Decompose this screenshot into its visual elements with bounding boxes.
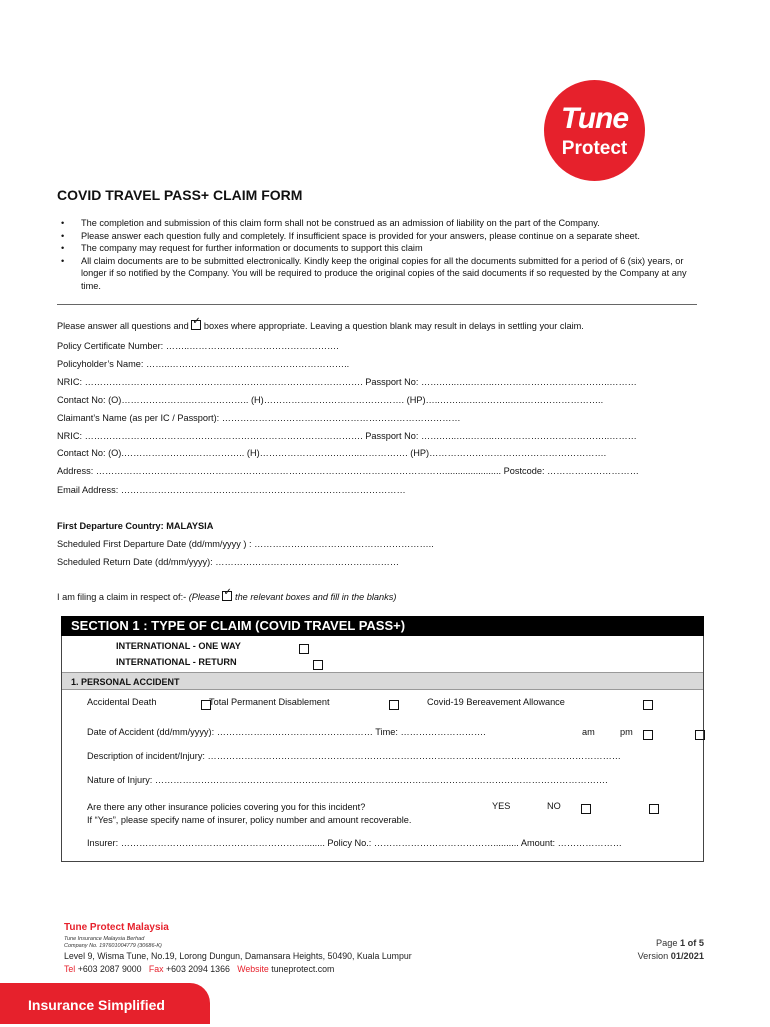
- no-checkbox[interactable]: [649, 804, 659, 814]
- footer-company: Tune Protect Malaysia: [64, 922, 169, 933]
- website-label: Website: [237, 964, 269, 974]
- if-yes-instruction: If “Yes”, please specify name of insurer, policy number and amount recoverable.: [87, 815, 412, 825]
- claimant-contact-field[interactable]: Contact No: (O).…………………..…………….. (H)…………………….……..……………. (HP)………………………………………………….: [57, 448, 607, 458]
- yes-label: YES: [492, 801, 511, 811]
- contact-field[interactable]: Contact No: (O)………………….……………….. (H)………………………………………. (HP)…..……..…..………..…..……………………..: [57, 395, 604, 405]
- page-info: [638, 937, 704, 963]
- website-link[interactable]: tuneprotect.com: [271, 964, 335, 974]
- one-way-label: INTERNATIONAL - ONE WAY: [116, 641, 241, 651]
- page-label: Page: [655, 938, 678, 948]
- section1-box: [61, 636, 704, 862]
- date-of-accident-field[interactable]: Date of Accident (dd/mm/yyyy): …………………………………………… Time: ……………………….: [87, 727, 486, 737]
- instruction-item: • The completion and submission of this claim form shall not be construed as an admission of liability on the part of the Company.: [57, 217, 707, 230]
- instruction-item: • All claim documents are to be submitted electronically. Kindly keep the original copies for all the documents submitted for a period of 6 (six) years, or longer if so notified by the Company. You will be required to produce the original copies of the said documents if so requested by the Company at any time.: [57, 255, 707, 293]
- instruction-item: • The company may request for further information or documents to support this claim: [57, 242, 707, 255]
- tel-label: Tel: [64, 964, 76, 974]
- tagline-banner: Insurance Simplified: [0, 983, 210, 1024]
- checkbox-example-icon: [191, 320, 201, 330]
- nature-of-injury-field[interactable]: Nature of Injury: ………………………………………………………………………………………………………………………………….: [87, 775, 608, 785]
- footer-address: Level 9, Wisma Tune, No.19, Lorong Dungun, Damansara Heights, 50490, Kuala Lumpur: [64, 951, 412, 961]
- footer-legal-name: Tune Insurance Malaysia Berhad: [64, 936, 145, 942]
- filing-note: [57, 591, 396, 602]
- pm-checkbox[interactable]: [695, 730, 705, 740]
- personal-accident-header: 1. PERSONAL ACCIDENT: [62, 672, 703, 690]
- departure-date-field[interactable]: Scheduled First Departure Date (dd/mm/yyyy ) : …………………………………………………..: [57, 539, 434, 549]
- fax-value: +603 2094 1366: [166, 964, 230, 974]
- filing-note-italic-before: (Please: [188, 592, 220, 602]
- tpd-checkbox[interactable]: [389, 700, 399, 710]
- address-field[interactable]: Address: ……………………………………………………………………………………………………...................... Postcode: …………………………: [57, 466, 639, 476]
- form-title: COVID TRAVEL PASS+ CLAIM FORM: [57, 187, 303, 203]
- bereavement-label: Covid-19 Bereavement Allowance: [427, 697, 565, 707]
- policy-certificate-field[interactable]: Policy Certificate Number: ……..………………………………………….: [57, 341, 339, 351]
- version-label: Version: [637, 951, 669, 961]
- bereavement-checkbox[interactable]: [643, 700, 653, 710]
- description-field[interactable]: Description of incident/Injury: ………………………………………………………………………………………………………………………: [87, 751, 621, 761]
- answer-note: [57, 320, 584, 331]
- accidental-death-label: Accidental Death: [87, 697, 157, 707]
- answer-note-after: boxes where appropriate. Leaving a question blank may result in delays in settling your claim.: [203, 321, 584, 331]
- pm-label: pm: [620, 727, 633, 737]
- policyholder-name-field[interactable]: Policyholder’s Name: ……..…………………………………………………..: [57, 359, 350, 369]
- version-value: 01/2021: [670, 951, 704, 961]
- filing-note-italic-after: the relevant boxes and fill in the blanks): [235, 592, 397, 602]
- insurer-field[interactable]: Insurer: ……………………………………………………........ Policy No.: ………………………………….......... Amount: …………………: [87, 838, 622, 848]
- footer-company-no: Company No. 197601004779 (30686-K): [64, 943, 162, 949]
- tel-value: +603 2087 9000: [77, 964, 142, 974]
- claimant-nric-passport-field[interactable]: NRIC: ………………………………………………………………………………. Passport No: …….…..…..……..………………………………..………: [57, 431, 637, 441]
- divider: [57, 304, 697, 305]
- tune-protect-logo: [544, 80, 645, 181]
- instructions-list: [57, 217, 707, 293]
- return-checkbox[interactable]: [313, 660, 323, 670]
- other-policies-question: Are there any other insurance policies covering you for this incident?: [87, 802, 366, 812]
- tpd-label: Total Permanent Disablement: [209, 697, 330, 707]
- claimant-name-field[interactable]: Claimant’s Name (as per IC / Passport): ……………………………………………………………………: [57, 413, 461, 423]
- filing-note-before: I am filing a claim in respect of:-: [57, 592, 189, 602]
- version-number: [638, 950, 704, 963]
- logo-line2: Protect: [561, 138, 628, 159]
- nric-passport-field[interactable]: NRIC: ………………………………………………………………………………. Passport No: …….…..…..……..………………………………..………: [57, 377, 637, 387]
- one-way-checkbox[interactable]: [299, 644, 309, 654]
- am-checkbox[interactable]: [643, 730, 653, 740]
- page-value: 1 of 5: [680, 938, 704, 948]
- logo-line1: Tune: [560, 102, 629, 135]
- return-date-field[interactable]: Scheduled Return Date (dd/mm/yyyy): ……………………………………………………: [57, 557, 400, 567]
- departure-country: First Departure Country: MALAYSIA: [57, 521, 214, 531]
- no-label: NO: [547, 801, 561, 811]
- checkbox-example-icon: [222, 591, 232, 601]
- yes-checkbox[interactable]: [581, 804, 591, 814]
- page-number: [638, 937, 704, 950]
- instruction-item: • Please answer each question fully and completely. If insufficient space is provided for your answers, please continue on a separate sheet.: [57, 230, 707, 243]
- fax-label: Fax: [148, 964, 164, 974]
- answer-note-before: Please answer all questions and: [57, 321, 189, 331]
- section1-title: SECTION 1 : TYPE OF CLAIM (COVID TRAVEL PASS+): [61, 616, 704, 636]
- return-label: INTERNATIONAL - RETURN: [116, 657, 237, 667]
- email-field[interactable]: Email Address: …………………………………………………………………………………: [57, 485, 406, 495]
- am-label: am: [582, 727, 595, 737]
- footer-contact: [64, 964, 334, 974]
